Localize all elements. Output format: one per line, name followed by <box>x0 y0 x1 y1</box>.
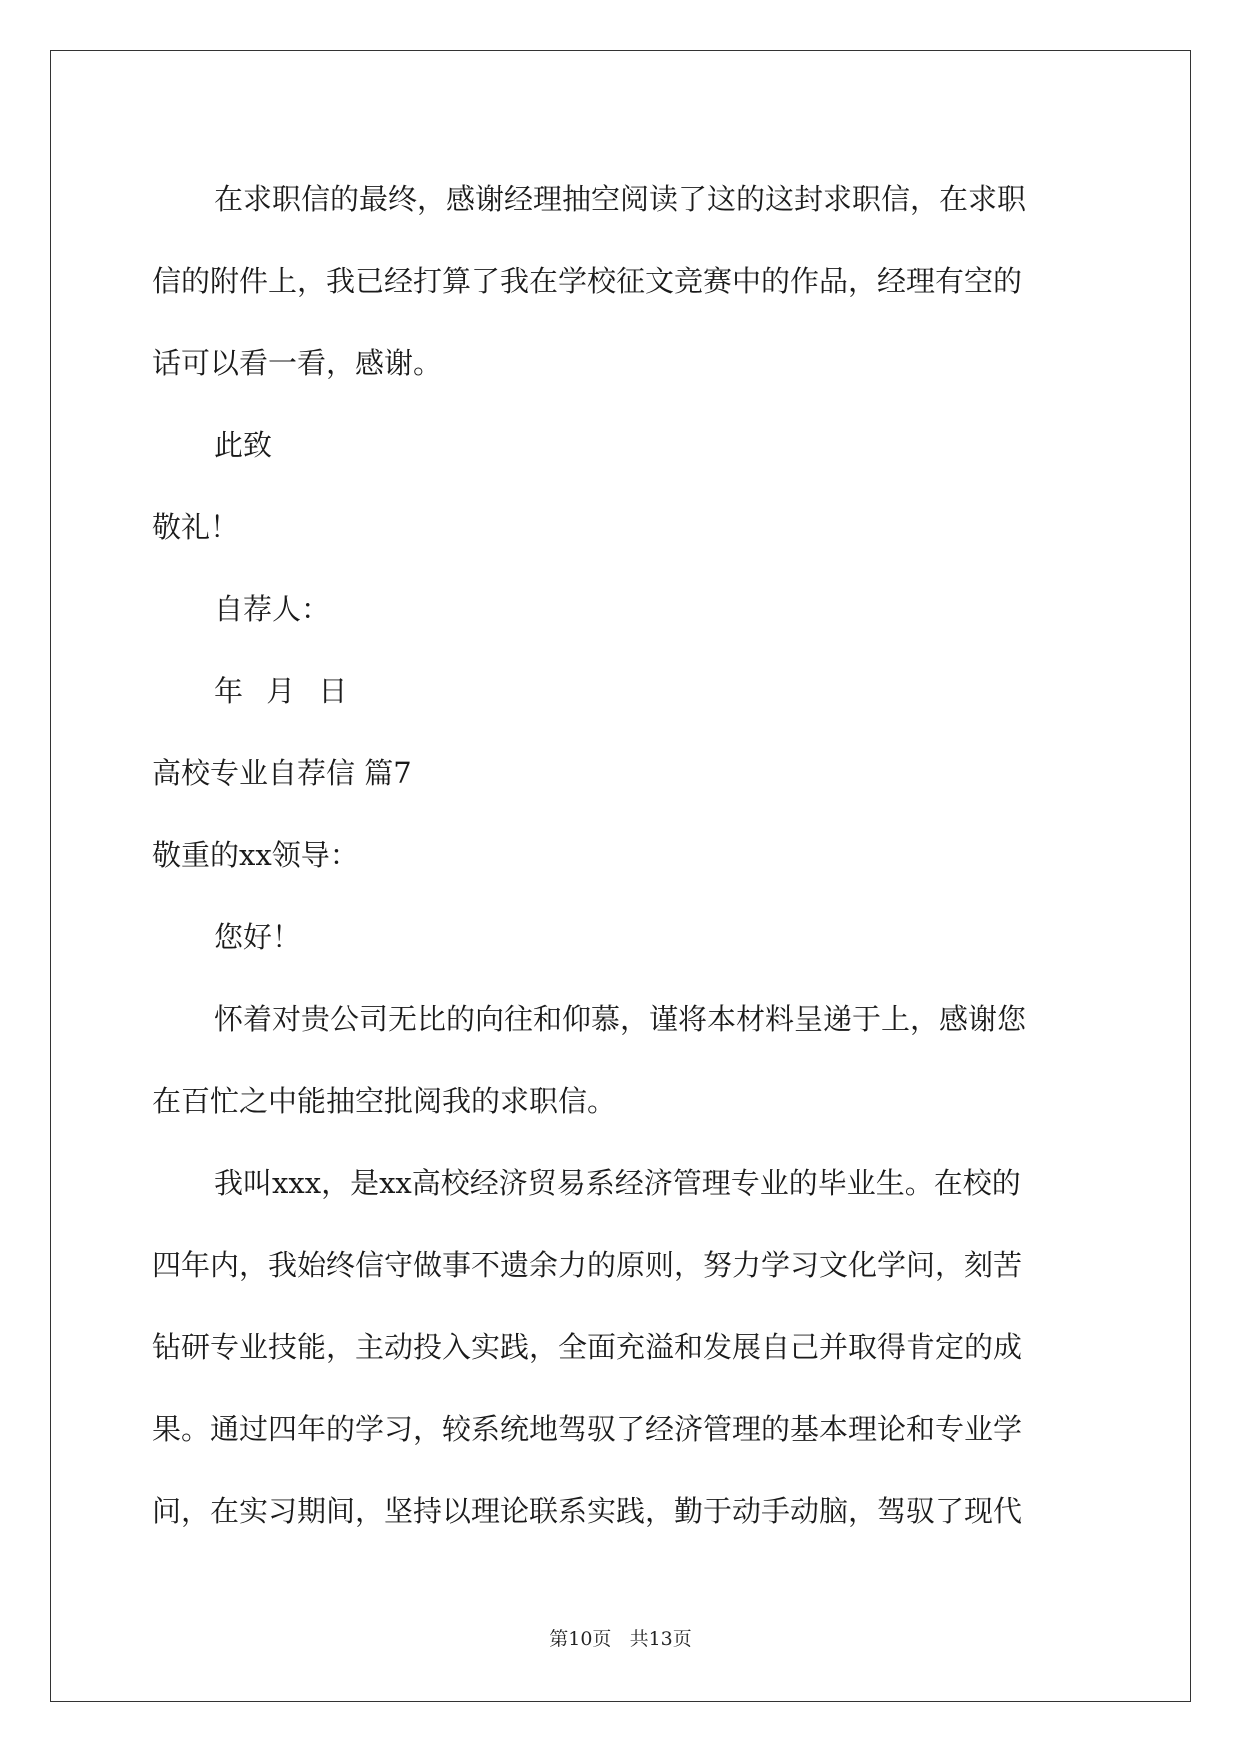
page-number: 第10页 <box>549 1628 612 1650</box>
paragraph-line: 话可以看一看，感谢。 <box>152 346 443 380</box>
paragraph-line: 问，在实习期间，坚持以理论联系实践，勤于动手动脑，驾驭了现代 <box>152 1494 1023 1528</box>
closing-salutation: 此致 <box>214 428 273 462</box>
signature-label: 自荐人： <box>214 592 331 626</box>
paragraph-line: 四年内，我始终信守做事不遗余力的原则，努力学习文化学问，刻苦 <box>152 1248 1023 1282</box>
page-footer <box>0 1624 1241 1651</box>
paragraph-line: 钻研专业技能，主动投入实践，全面充溢和发展自己并取得肯定的成 <box>152 1330 1023 1364</box>
paragraph-line: 果。通过四年的学习，较系统地驾驭了经济管理的基本理论和专业学 <box>152 1412 1023 1446</box>
paragraph-line: 在求职信的最终，感谢经理抽空阅读了这的这封求职信，在求职 <box>214 182 1027 216</box>
paragraph-line: 在百忙之中能抽空批阅我的求职信。 <box>152 1084 617 1118</box>
closing-regards: 敬礼！ <box>152 510 240 544</box>
document-body <box>152 158 1094 1552</box>
paragraph-line: 怀着对贵公司无比的向往和仰慕，谨将本材料呈递于上，感谢您 <box>214 1002 1027 1036</box>
greeting-recipient: 敬重的xx领导： <box>152 838 359 872</box>
page-total: 共13页 <box>629 1628 692 1650</box>
paragraph-line: 我叫xxx，是xx高校经济贸易系经济管理专业的毕业生。在校的 <box>214 1166 1021 1200</box>
greeting-hello: 您好！ <box>214 920 302 954</box>
date-line: 年 月 日 <box>214 674 348 708</box>
paragraph-line: 信的附件上，我已经打算了我在学校征文竞赛中的作品，经理有空的 <box>152 264 1023 298</box>
section-heading: 高校专业自荐信 篇7 <box>152 756 412 790</box>
